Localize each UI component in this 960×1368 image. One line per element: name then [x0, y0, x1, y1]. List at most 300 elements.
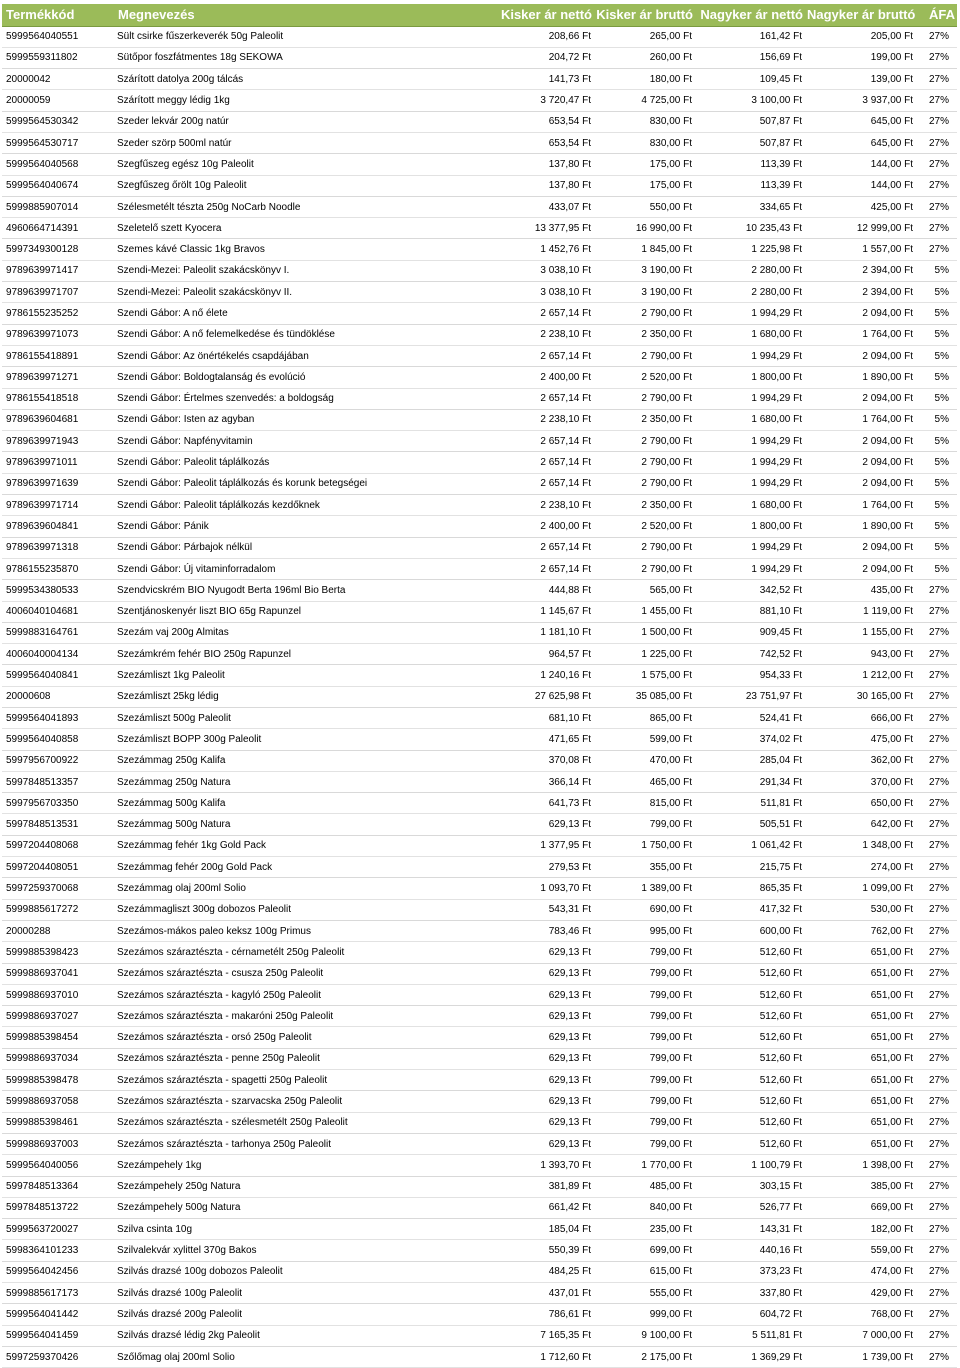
wholesale-net-price: 1 994,29 Ft — [695, 431, 805, 452]
retail-gross-price: 3 190,00 Ft — [594, 282, 695, 303]
wholesale-gross-price: 274,00 Ft — [805, 857, 916, 878]
vat-rate: 27% — [916, 239, 957, 260]
vat-rate: 27% — [916, 218, 957, 239]
table-row — [2, 942, 957, 963]
wholesale-gross-price: 1 099,00 Ft — [805, 878, 916, 899]
wholesale-net-price: 374,02 Ft — [695, 729, 805, 750]
wholesale-gross-price: 651,00 Ft — [805, 1133, 916, 1154]
product-name: Szendi Gábor: Pánik — [114, 516, 481, 537]
product-name: Sütőpor foszfátmentes 18g SEKOWA — [114, 47, 481, 68]
product-code: 5999886937027 — [2, 1006, 114, 1027]
retail-net-price: 629,13 Ft — [481, 1027, 594, 1048]
vat-rate: 27% — [916, 580, 957, 601]
wholesale-net-price: 215,75 Ft — [695, 857, 805, 878]
wholesale-net-price: 334,65 Ft — [695, 196, 805, 217]
wholesale-gross-price: 362,00 Ft — [805, 750, 916, 771]
table-row — [2, 558, 957, 579]
product-code: 9789639971011 — [2, 452, 114, 473]
table-row — [2, 729, 957, 750]
wholesale-gross-price: 1 212,00 Ft — [805, 665, 916, 686]
retail-net-price: 2 238,10 Ft — [481, 495, 594, 516]
product-code: 5997349300128 — [2, 239, 114, 260]
retail-net-price: 437,01 Ft — [481, 1283, 594, 1304]
wholesale-net-price: 1 994,29 Ft — [695, 345, 805, 366]
vat-rate: 27% — [916, 154, 957, 175]
product-code: 5999886937010 — [2, 984, 114, 1005]
product-code: 5999559311802 — [2, 47, 114, 68]
wholesale-net-price: 1 994,29 Ft — [695, 388, 805, 409]
retail-gross-price: 355,00 Ft — [594, 857, 695, 878]
vat-rate: 27% — [916, 1283, 957, 1304]
retail-net-price: 786,61 Ft — [481, 1304, 594, 1325]
wholesale-gross-price: 1 557,00 Ft — [805, 239, 916, 260]
retail-net-price: 3 720,47 Ft — [481, 90, 594, 111]
table-row — [2, 1283, 957, 1304]
vat-rate: 27% — [916, 69, 957, 90]
vat-rate: 27% — [916, 175, 957, 196]
wholesale-net-price: 440,16 Ft — [695, 1240, 805, 1261]
header-retail-gross: Kisker ár bruttó — [594, 4, 695, 26]
wholesale-net-price: 1 800,00 Ft — [695, 516, 805, 537]
product-code: 9789639971073 — [2, 324, 114, 345]
wholesale-gross-price: 651,00 Ft — [805, 1091, 916, 1112]
table-row — [2, 1112, 957, 1133]
vat-rate: 27% — [916, 1091, 957, 1112]
product-name: Szezámmag fehér 200g Gold Pack — [114, 857, 481, 878]
wholesale-gross-price: 1 348,00 Ft — [805, 835, 916, 856]
wholesale-gross-price: 645,00 Ft — [805, 111, 916, 132]
product-name: Szendi-Mezei: Paleolit szakácskönyv I. — [114, 260, 481, 281]
retail-gross-price: 470,00 Ft — [594, 750, 695, 771]
product-name: Szeder lekvár 200g natúr — [114, 111, 481, 132]
product-name: Szendi Gábor: Boldogtalanság és evolúció — [114, 367, 481, 388]
wholesale-gross-price: 651,00 Ft — [805, 1027, 916, 1048]
wholesale-net-price: 3 100,00 Ft — [695, 90, 805, 111]
product-code: 5999564530342 — [2, 111, 114, 132]
product-code: 4006040104681 — [2, 601, 114, 622]
table-row — [2, 1261, 957, 1282]
retail-gross-price: 2 350,00 Ft — [594, 324, 695, 345]
product-code: 9789639971943 — [2, 431, 114, 452]
retail-gross-price: 999,00 Ft — [594, 1304, 695, 1325]
wholesale-gross-price: 144,00 Ft — [805, 175, 916, 196]
vat-rate: 27% — [916, 644, 957, 665]
product-name: Szezámmagliszt 300g dobozos Paleolit — [114, 899, 481, 920]
retail-gross-price: 485,00 Ft — [594, 1176, 695, 1197]
table-row — [2, 644, 957, 665]
product-name: Szárított meggy lédig 1kg — [114, 90, 481, 111]
retail-net-price: 2 657,14 Ft — [481, 388, 594, 409]
retail-net-price: 471,65 Ft — [481, 729, 594, 750]
product-code: 9786155235870 — [2, 558, 114, 579]
wholesale-net-price: 161,42 Ft — [695, 26, 805, 47]
product-name: Szendi Gábor: Napfényvitamin — [114, 431, 481, 452]
wholesale-net-price: 512,60 Ft — [695, 984, 805, 1005]
retail-net-price: 2 657,14 Ft — [481, 558, 594, 579]
table-row — [2, 708, 957, 729]
product-name: Szezámos száraztészta - orsó 250g Paleolit — [114, 1027, 481, 1048]
product-code: 9786155418891 — [2, 345, 114, 366]
product-code: 5999885398454 — [2, 1027, 114, 1048]
product-name: Szezám vaj 200g Almitas — [114, 622, 481, 643]
product-code: 9789639971318 — [2, 537, 114, 558]
product-code: 9789639971707 — [2, 282, 114, 303]
retail-net-price: 661,42 Ft — [481, 1197, 594, 1218]
retail-gross-price: 799,00 Ft — [594, 984, 695, 1005]
header-wholesale-net: Nagyker ár nettó — [695, 4, 805, 26]
header-retail-net: Kisker ár nettó — [481, 4, 594, 26]
retail-net-price: 629,13 Ft — [481, 1006, 594, 1027]
vat-rate: 27% — [916, 1133, 957, 1154]
product-code: 5997204408068 — [2, 835, 114, 856]
wholesale-net-price: 526,77 Ft — [695, 1197, 805, 1218]
retail-gross-price: 699,00 Ft — [594, 1240, 695, 1261]
table-row — [2, 47, 957, 68]
vat-rate: 27% — [916, 708, 957, 729]
vat-rate: 27% — [916, 1304, 957, 1325]
product-name: Szezámos száraztészta - csusza 250g Paleolit — [114, 963, 481, 984]
vat-rate: 27% — [916, 1006, 957, 1027]
retail-net-price: 783,46 Ft — [481, 920, 594, 941]
product-code: 5999885398423 — [2, 942, 114, 963]
vat-rate: 27% — [916, 1261, 957, 1282]
table-row — [2, 771, 957, 792]
retail-net-price: 7 165,35 Ft — [481, 1325, 594, 1346]
wholesale-gross-price: 651,00 Ft — [805, 942, 916, 963]
wholesale-gross-price: 139,00 Ft — [805, 69, 916, 90]
wholesale-gross-price: 1 764,00 Ft — [805, 324, 916, 345]
retail-gross-price: 2 175,00 Ft — [594, 1346, 695, 1367]
wholesale-net-price: 2 280,00 Ft — [695, 260, 805, 281]
vat-rate: 5% — [916, 558, 957, 579]
retail-gross-price: 830,00 Ft — [594, 111, 695, 132]
table-row — [2, 409, 957, 430]
product-code: 5999885398461 — [2, 1112, 114, 1133]
table-row — [2, 1346, 957, 1367]
product-name: Szezámliszt 25kg lédig — [114, 686, 481, 707]
product-code: 20000059 — [2, 90, 114, 111]
retail-net-price: 1 181,10 Ft — [481, 622, 594, 643]
retail-gross-price: 2 520,00 Ft — [594, 516, 695, 537]
product-code: 9789639971639 — [2, 473, 114, 494]
retail-gross-price: 799,00 Ft — [594, 942, 695, 963]
product-code: 5999534380533 — [2, 580, 114, 601]
vat-rate: 5% — [916, 409, 957, 430]
wholesale-net-price: 10 235,43 Ft — [695, 218, 805, 239]
product-code: 20000608 — [2, 686, 114, 707]
retail-gross-price: 2 790,00 Ft — [594, 431, 695, 452]
retail-gross-price: 865,00 Ft — [594, 708, 695, 729]
retail-gross-price: 840,00 Ft — [594, 1197, 695, 1218]
wholesale-gross-price: 2 094,00 Ft — [805, 345, 916, 366]
vat-rate: 27% — [916, 899, 957, 920]
vat-rate: 5% — [916, 388, 957, 409]
retail-net-price: 2 657,14 Ft — [481, 537, 594, 558]
header-wholesale-gross: Nagyker ár bruttó — [805, 4, 916, 26]
wholesale-gross-price: 651,00 Ft — [805, 963, 916, 984]
wholesale-net-price: 742,52 Ft — [695, 644, 805, 665]
wholesale-net-price: 865,35 Ft — [695, 878, 805, 899]
wholesale-gross-price: 768,00 Ft — [805, 1304, 916, 1325]
table-row — [2, 622, 957, 643]
header-code: Termékkód — [2, 4, 114, 26]
wholesale-net-price: 1 680,00 Ft — [695, 409, 805, 430]
vat-rate: 27% — [916, 111, 957, 132]
retail-gross-price: 799,00 Ft — [594, 1048, 695, 1069]
product-code: 20000288 — [2, 920, 114, 941]
wholesale-net-price: 285,04 Ft — [695, 750, 805, 771]
product-name: Szeder szörp 500ml natúr — [114, 132, 481, 153]
product-name: Szezámkrém fehér BIO 250g Rapunzel — [114, 644, 481, 665]
product-name: Szezámmag fehér 1kg Gold Pack — [114, 835, 481, 856]
table-row — [2, 218, 957, 239]
retail-net-price: 2 657,14 Ft — [481, 303, 594, 324]
product-code: 5997848513357 — [2, 771, 114, 792]
product-name: Szezámliszt 500g Paleolit — [114, 708, 481, 729]
product-name: Szendi-Mezei: Paleolit szakácskönyv II. — [114, 282, 481, 303]
retail-net-price: 2 238,10 Ft — [481, 409, 594, 430]
wholesale-net-price: 512,60 Ft — [695, 1048, 805, 1069]
wholesale-net-price: 417,32 Ft — [695, 899, 805, 920]
table-header — [2, 4, 957, 26]
table-row — [2, 601, 957, 622]
vat-rate: 5% — [916, 452, 957, 473]
table-row — [2, 1027, 957, 1048]
retail-gross-price: 175,00 Ft — [594, 154, 695, 175]
retail-net-price: 366,14 Ft — [481, 771, 594, 792]
wholesale-net-price: 1 680,00 Ft — [695, 495, 805, 516]
product-code: 5999564041893 — [2, 708, 114, 729]
vat-rate: 27% — [916, 1112, 957, 1133]
product-name: Szendi Gábor: Isten az agyban — [114, 409, 481, 430]
retail-gross-price: 2 790,00 Ft — [594, 303, 695, 324]
retail-net-price: 653,54 Ft — [481, 132, 594, 153]
vat-rate: 27% — [916, 942, 957, 963]
product-code: 5999564040841 — [2, 665, 114, 686]
wholesale-net-price: 512,60 Ft — [695, 1070, 805, 1091]
wholesale-net-price: 156,69 Ft — [695, 47, 805, 68]
product-name: Szendi Gábor: Értelmes szenvedés: a boldogság — [114, 388, 481, 409]
vat-rate: 5% — [916, 537, 957, 558]
wholesale-gross-price: 425,00 Ft — [805, 196, 916, 217]
wholesale-net-price: 1 369,29 Ft — [695, 1346, 805, 1367]
product-code: 5997848513531 — [2, 814, 114, 835]
wholesale-net-price: 505,51 Ft — [695, 814, 805, 835]
table-row — [2, 154, 957, 175]
product-code: 5999564530717 — [2, 132, 114, 153]
vat-rate: 27% — [916, 920, 957, 941]
product-name: Szilvás drazsé 100g Paleolit — [114, 1283, 481, 1304]
retail-gross-price: 2 790,00 Ft — [594, 452, 695, 473]
wholesale-gross-price: 1 739,00 Ft — [805, 1346, 916, 1367]
wholesale-net-price: 1 680,00 Ft — [695, 324, 805, 345]
product-name: Szendi Gábor: Paleolit táplálkozás és korunk betegségei — [114, 473, 481, 494]
wholesale-net-price: 507,87 Ft — [695, 132, 805, 153]
product-name: Szezámos száraztészta - spagetti 250g Paleolit — [114, 1070, 481, 1091]
product-name: Szegfűszeg őrölt 10g Paleolit — [114, 175, 481, 196]
wholesale-net-price: 1 100,79 Ft — [695, 1155, 805, 1176]
vat-rate: 27% — [916, 1219, 957, 1240]
retail-gross-price: 1 225,00 Ft — [594, 644, 695, 665]
product-name: Szezámos-mákos paleo keksz 100g Primus — [114, 920, 481, 941]
product-code: 5997848513364 — [2, 1176, 114, 1197]
table-row — [2, 452, 957, 473]
retail-net-price: 484,25 Ft — [481, 1261, 594, 1282]
retail-net-price: 629,13 Ft — [481, 814, 594, 835]
product-code: 5999563720027 — [2, 1219, 114, 1240]
table-row — [2, 857, 957, 878]
wholesale-gross-price: 199,00 Ft — [805, 47, 916, 68]
vat-rate: 27% — [916, 835, 957, 856]
wholesale-gross-price: 2 394,00 Ft — [805, 260, 916, 281]
vat-rate: 27% — [916, 1197, 957, 1218]
retail-gross-price: 235,00 Ft — [594, 1219, 695, 1240]
product-code: 5997259370068 — [2, 878, 114, 899]
wholesale-gross-price: 12 999,00 Ft — [805, 218, 916, 239]
table-row — [2, 793, 957, 814]
vat-rate: 27% — [916, 857, 957, 878]
vat-rate: 27% — [916, 47, 957, 68]
wholesale-net-price: 511,81 Ft — [695, 793, 805, 814]
retail-net-price: 543,31 Ft — [481, 899, 594, 920]
retail-gross-price: 799,00 Ft — [594, 1133, 695, 1154]
retail-gross-price: 465,00 Ft — [594, 771, 695, 792]
wholesale-gross-price: 651,00 Ft — [805, 984, 916, 1005]
vat-rate: 27% — [916, 814, 957, 835]
retail-net-price: 381,89 Ft — [481, 1176, 594, 1197]
wholesale-gross-price: 943,00 Ft — [805, 644, 916, 665]
product-name: Szendi Gábor: Paleolit táplálkozás kezdőknek — [114, 495, 481, 516]
retail-gross-price: 799,00 Ft — [594, 1006, 695, 1027]
product-code: 4960664714391 — [2, 218, 114, 239]
retail-net-price: 2 657,14 Ft — [481, 345, 594, 366]
retail-gross-price: 35 085,00 Ft — [594, 686, 695, 707]
vat-rate: 27% — [916, 196, 957, 217]
table-row — [2, 1197, 957, 1218]
product-code: 5997956700922 — [2, 750, 114, 771]
table-row — [2, 260, 957, 281]
product-code: 5998364101233 — [2, 1240, 114, 1261]
wholesale-gross-price: 1 764,00 Ft — [805, 495, 916, 516]
vat-rate: 27% — [916, 729, 957, 750]
vat-rate: 5% — [916, 303, 957, 324]
table-row — [2, 111, 957, 132]
vat-rate: 27% — [916, 686, 957, 707]
retail-gross-price: 799,00 Ft — [594, 1091, 695, 1112]
product-name: Szezámpehely 250g Natura — [114, 1176, 481, 1197]
retail-gross-price: 1 575,00 Ft — [594, 665, 695, 686]
wholesale-gross-price: 144,00 Ft — [805, 154, 916, 175]
wholesale-net-price: 1 994,29 Ft — [695, 537, 805, 558]
product-code: 5999883164761 — [2, 622, 114, 643]
product-code: 5997204408051 — [2, 857, 114, 878]
product-code: 4006040004134 — [2, 644, 114, 665]
retail-net-price: 185,04 Ft — [481, 1219, 594, 1240]
retail-net-price: 13 377,95 Ft — [481, 218, 594, 239]
vat-rate: 27% — [916, 1027, 957, 1048]
retail-gross-price: 3 190,00 Ft — [594, 260, 695, 281]
table-row — [2, 324, 957, 345]
table-row — [2, 367, 957, 388]
product-name: Szezámliszt BOPP 300g Paleolit — [114, 729, 481, 750]
vat-rate: 5% — [916, 367, 957, 388]
table-row — [2, 899, 957, 920]
retail-net-price: 629,13 Ft — [481, 963, 594, 984]
product-name: Szendi Gábor: Paleolit táplálkozás — [114, 452, 481, 473]
wholesale-net-price: 512,60 Ft — [695, 1006, 805, 1027]
header-name: Megnevezés — [114, 4, 481, 26]
price-table — [2, 4, 957, 1368]
table-row — [2, 495, 957, 516]
wholesale-gross-price: 651,00 Ft — [805, 1048, 916, 1069]
vat-rate: 27% — [916, 1048, 957, 1069]
product-code: 9786155235252 — [2, 303, 114, 324]
product-name: Szárított datolya 200g tálcás — [114, 69, 481, 90]
table-row — [2, 537, 957, 558]
table-row — [2, 345, 957, 366]
wholesale-net-price: 1 061,42 Ft — [695, 835, 805, 856]
wholesale-net-price: 5 511,81 Ft — [695, 1325, 805, 1346]
table-row — [2, 516, 957, 537]
vat-rate: 27% — [916, 793, 957, 814]
product-code: 5999885907014 — [2, 196, 114, 217]
product-code: 9789639604681 — [2, 409, 114, 430]
product-name: Szemes kávé Classic 1kg Bravos — [114, 239, 481, 260]
header-row — [2, 4, 957, 26]
vat-rate: 5% — [916, 282, 957, 303]
product-code: 5999564040858 — [2, 729, 114, 750]
table-row — [2, 175, 957, 196]
product-name: Szélesmetélt tészta 250g NoCarb Noodle — [114, 196, 481, 217]
table-row — [2, 388, 957, 409]
retail-gross-price: 265,00 Ft — [594, 26, 695, 47]
wholesale-gross-price: 435,00 Ft — [805, 580, 916, 601]
wholesale-gross-price: 559,00 Ft — [805, 1240, 916, 1261]
retail-gross-price: 815,00 Ft — [594, 793, 695, 814]
retail-gross-price: 2 350,00 Ft — [594, 495, 695, 516]
retail-net-price: 27 625,98 Ft — [481, 686, 594, 707]
retail-net-price: 444,88 Ft — [481, 580, 594, 601]
product-code: 9789639604841 — [2, 516, 114, 537]
product-name: Szendi Gábor: Új vitaminforradalom — [114, 558, 481, 579]
product-code: 5999886937003 — [2, 1133, 114, 1154]
product-name: Szőlőmag olaj 200ml Solio — [114, 1346, 481, 1367]
wholesale-gross-price: 370,00 Ft — [805, 771, 916, 792]
vat-rate: 5% — [916, 324, 957, 345]
vat-rate: 5% — [916, 260, 957, 281]
product-name: Szilvás drazsé lédig 2kg Paleolit — [114, 1325, 481, 1346]
product-name: Szendi Gábor: Párbajok nélkül — [114, 537, 481, 558]
product-code: 9789639971417 — [2, 260, 114, 281]
retail-net-price: 964,57 Ft — [481, 644, 594, 665]
vat-rate: 27% — [916, 878, 957, 899]
product-name: Szilvalekvár xylittel 370g Bakos — [114, 1240, 481, 1261]
product-code: 5999885617173 — [2, 1283, 114, 1304]
product-name: Szentjánoskenyér liszt BIO 65g Rapunzel — [114, 601, 481, 622]
table-row — [2, 26, 957, 47]
wholesale-net-price: 337,80 Ft — [695, 1283, 805, 1304]
product-name: Szezámos száraztészta - kagyló 250g Paleolit — [114, 984, 481, 1005]
product-name: Szezámmag 500g Natura — [114, 814, 481, 835]
wholesale-gross-price: 651,00 Ft — [805, 1006, 916, 1027]
wholesale-gross-price: 762,00 Ft — [805, 920, 916, 941]
product-name: Sült csirke fűszerkeverék 50g Paleolit — [114, 26, 481, 47]
vat-rate: 5% — [916, 345, 957, 366]
retail-net-price: 1 093,70 Ft — [481, 878, 594, 899]
wholesale-gross-price: 474,00 Ft — [805, 1261, 916, 1282]
wholesale-gross-price: 2 094,00 Ft — [805, 388, 916, 409]
retail-gross-price: 799,00 Ft — [594, 1070, 695, 1091]
